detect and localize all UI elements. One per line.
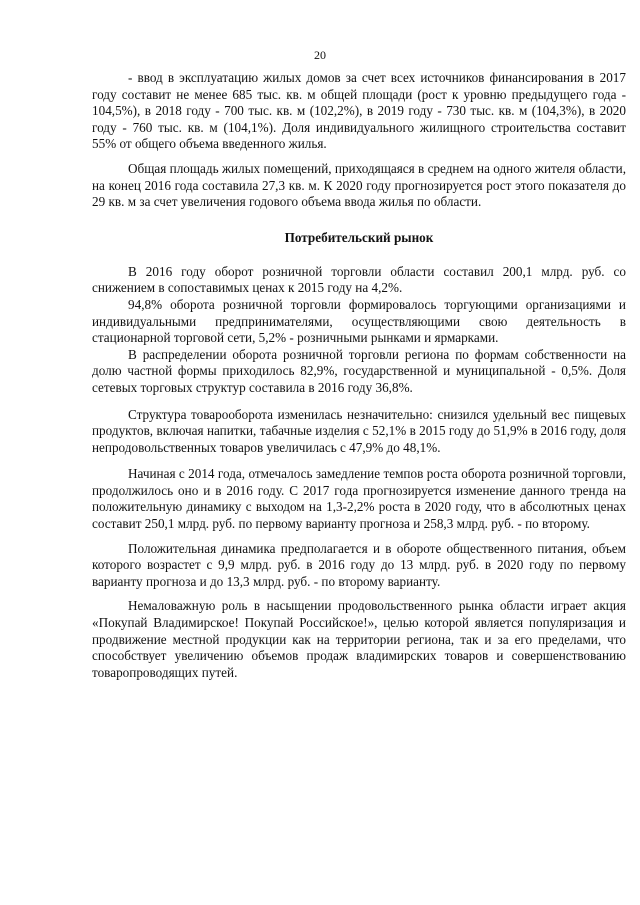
retail-turnover-paragraph: В 2016 году оборот розничной торговли области составил 200,1 млрд. руб. со снижением в сопоставимых ценах к 2015 году на 4,2%. [92, 263, 626, 296]
local-products-paragraph: Немаловажную роль в насыщении продовольственного рынка области играет акция «Покупай Владимирское! Покупай Российское!», целью которой является популяризация и продвижение местной продукции как на территории региона, так и за его пределами, что способствует увеличению объемов продаж владимирских товаров и совершенствованию товаропроводящих путей. [92, 598, 626, 680]
page-number: 20 [314, 48, 326, 62]
turnover-structure-paragraph: Структура товарооборота изменилась незначительно: снизился удельный вес пищевых продуктов, включая напитки, табачные изделия с 52,1% в 2015 году до 51,9% в 2016 году, доля непродовольственных товаров увеличилась с 47,9% до 48,1%. [92, 406, 626, 455]
page-body [92, 70, 626, 681]
section-heading: Потребительский рынок [284, 229, 434, 245]
retail-structure-paragraph: 94,8% оборота розничной торговли формировалось торгующими организациями и индивидуальными предпринимателями, осуществляющими свою деятельность в стационарной торговой сети, 5,2% - розничными рынками и ярмарками. [92, 296, 626, 346]
living-space-paragraph: Общая площадь жилых помещений, приходящаяся в среднем на одного жителя области, на конец 2016 года составила 27,3 кв. м. К 2020 году прогнозируется рост этого показателя до 29 кв. м за счет увеличения годового объема ввода жилья по области. [92, 160, 626, 210]
catering-paragraph: Положительная динамика предполагается и в обороте общественного питания, объем которого возрастет с 9,9 млрд. руб. в 2016 году до 13 млрд. руб. в 2020 году по первому варианту прогноза и до 13,3 млрд. руб. - по второму варианту. [92, 540, 626, 589]
housing-commissioning-paragraph: - ввод в эксплуатацию жилых домов за счет всех источников финансирования в 2017 году составит не менее 685 тыс. кв. м общей площади (рост к уровню предыдущего года - 104,5%), в 2018 году - 700 тыс. кв. м (102,2%), в 2019 году - 730 тыс. кв. м (104,3%), в 2020 году - 760 тыс. кв. м (104,1%). Доля индивидуального жилищного строительства составит 55% от общего объема введенного жилья. [92, 70, 626, 152]
growth-trend-paragraph: Начиная с 2014 года, отмечалось замедление темпов роста оборота розничной торговли, продолжилось оно и в 2016 году. С 2017 года прогнозируется изменение данного тренда на положительную динамику с выходом на 1,3-2,2% роста в 2020 году, что в абсолютных ценах составит 250,1 млрд. руб. по первому варианту прогноза и 258,3 млрд. руб. - по второму. [92, 466, 626, 532]
ownership-forms-paragraph: В распределении оборота розничной торговли региона по формам собственности на долю частной формы приходилось 82,9%, государственной и муниципальной - 0,5%. Доля сетевых торговых структур составила в 2016 году 36,8%. [92, 346, 626, 395]
